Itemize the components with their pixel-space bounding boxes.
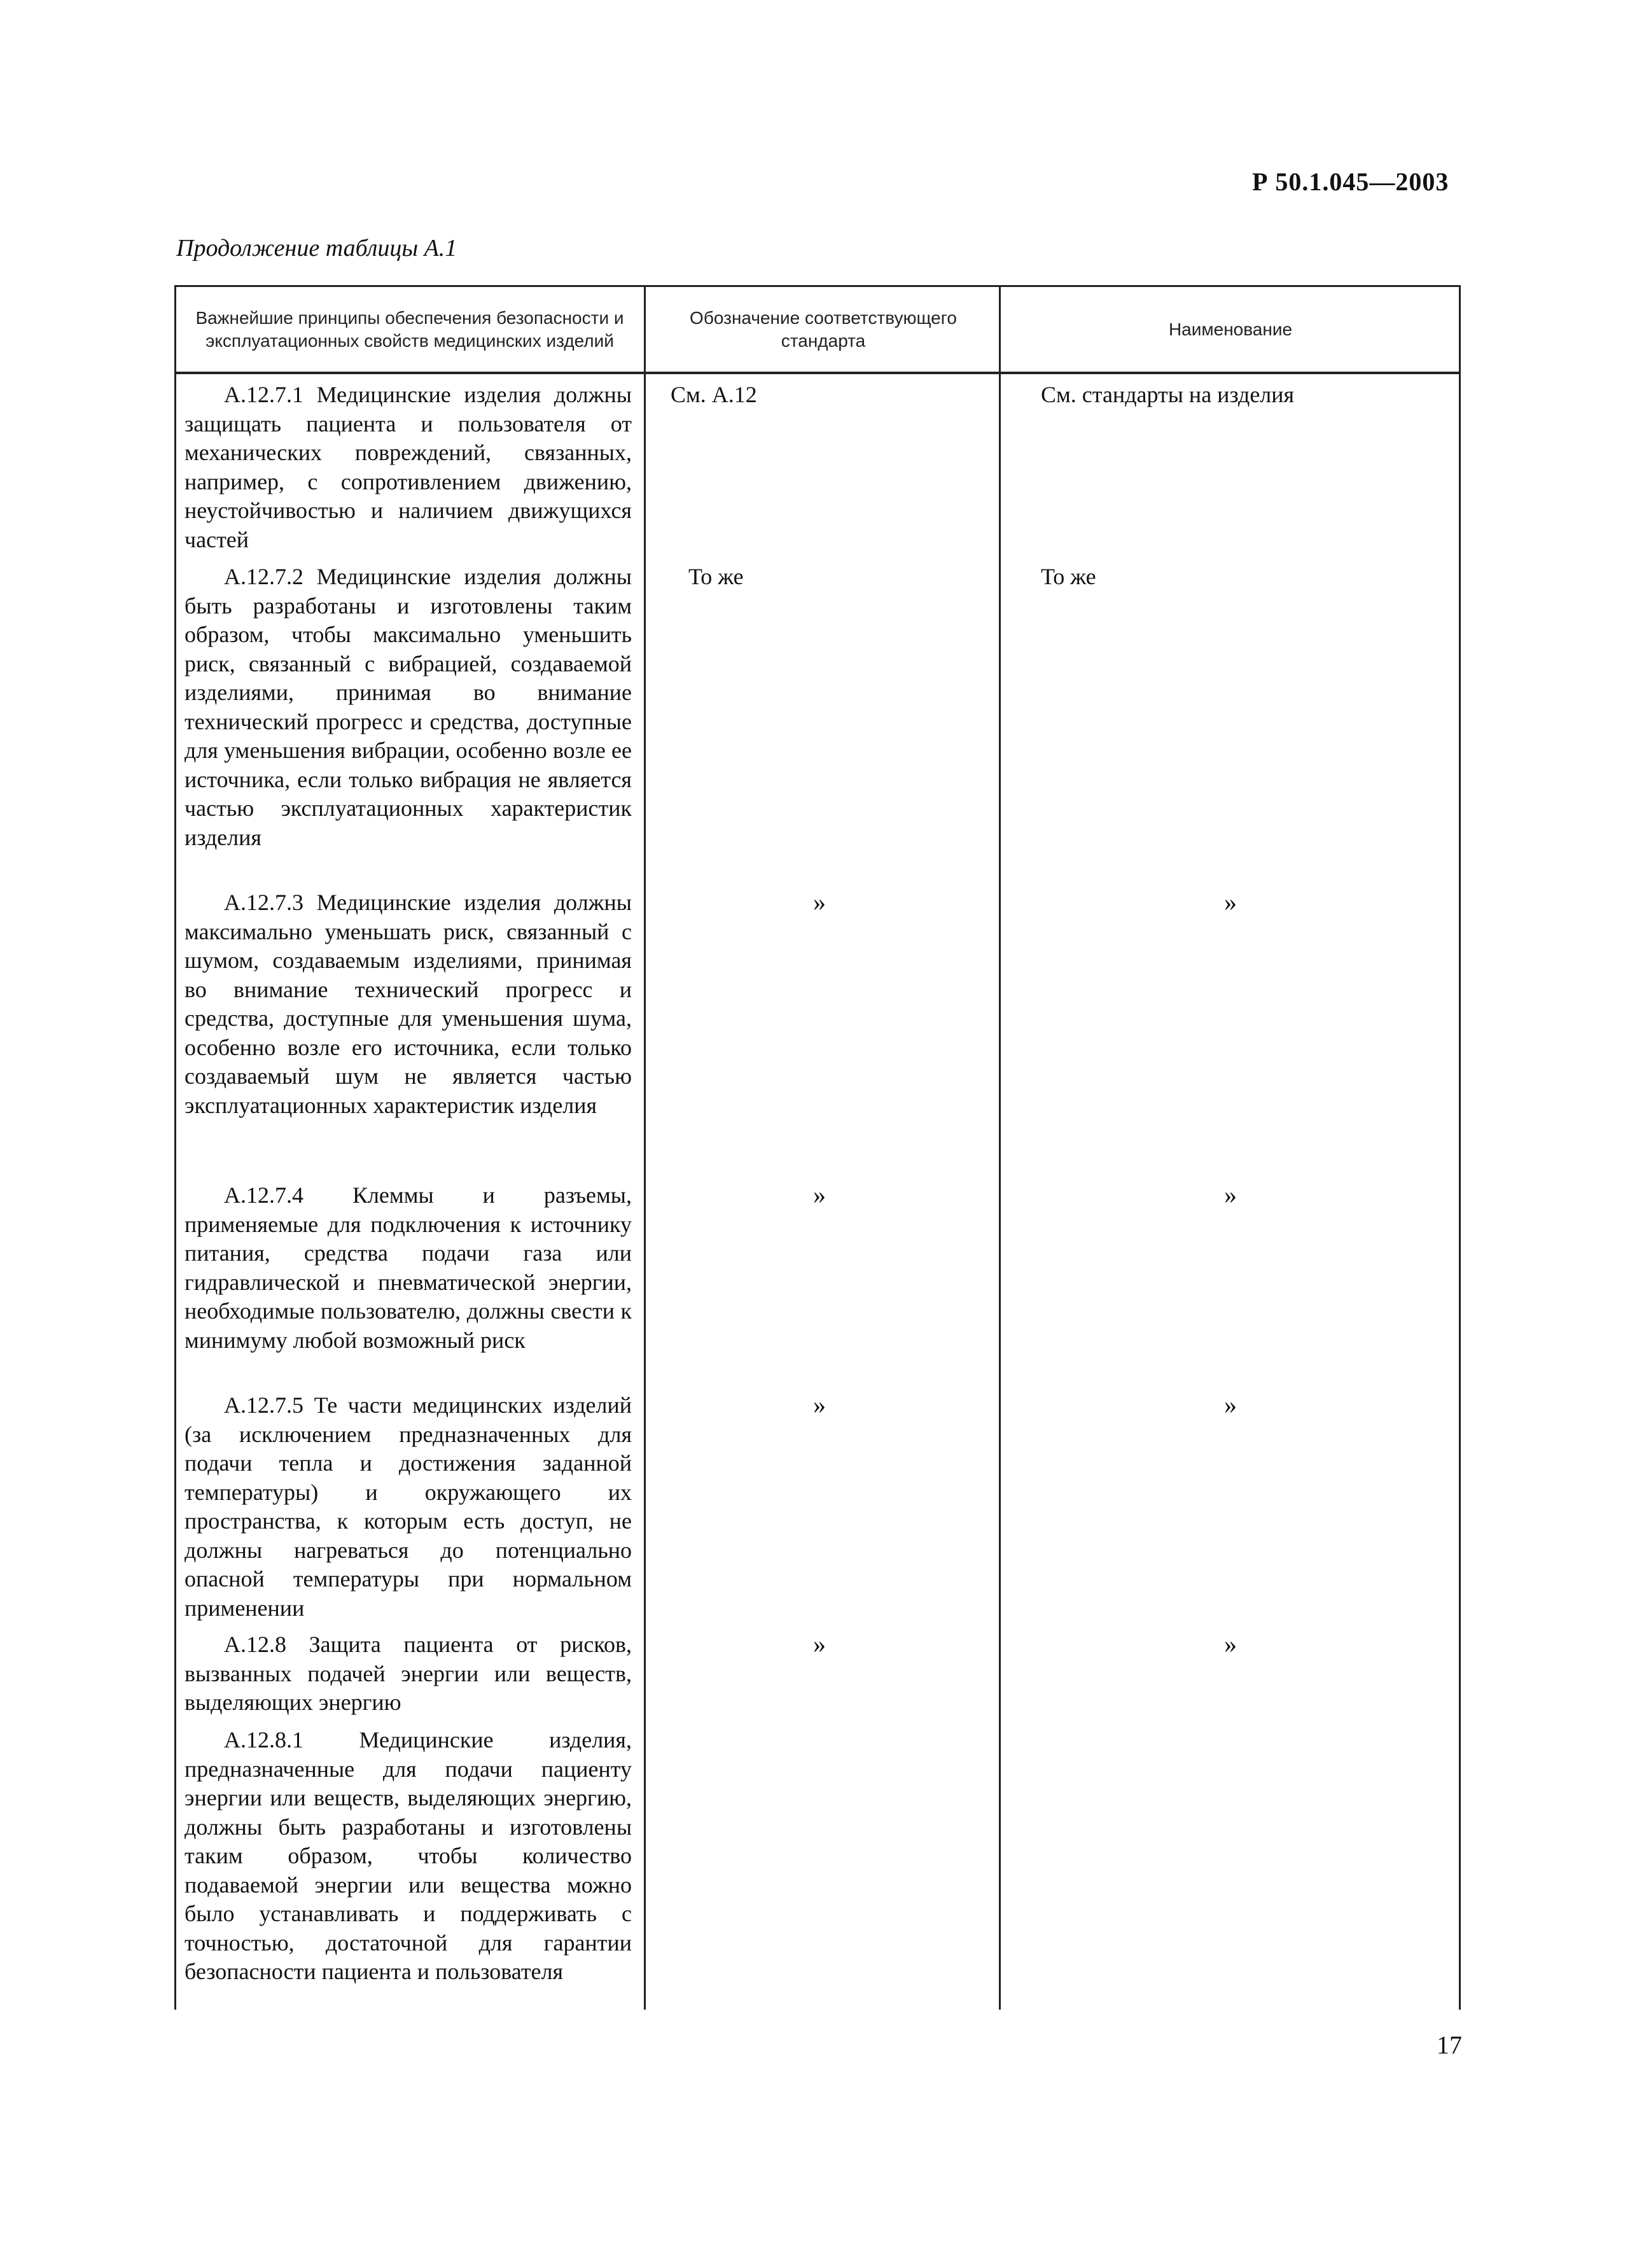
name-cell: То же <box>1041 564 1096 589</box>
header-designation: Обозначение соответствующего стандарта <box>690 308 957 351</box>
table-caption: Продолжение таблицы А.1 <box>176 235 457 262</box>
table-row <box>185 381 632 554</box>
principle-text: А.12.7.2 Медицинские изделия должны быть разработаны и изготовлены таким образом, чтобы максимально уменьшить риск, связанный с вибрацией, создаваемой изделиями, принимая во внимание технический прогресс и средства, доступные для уменьшения вибрации, особенно возле ее источника, если только вибрация не является частью эксплуатационных характеристик изделия <box>185 564 632 850</box>
ditto-mark: » <box>813 888 826 916</box>
ditto-mark: » <box>813 1390 826 1419</box>
ditto-mark: » <box>813 1180 826 1209</box>
table-header-border <box>174 372 1461 374</box>
ditto-mark: » <box>1224 888 1237 916</box>
table-row <box>185 563 632 852</box>
column-divider-1 <box>644 285 646 2010</box>
header-principles: Важнейшие принципы обеспечения безопасности и эксплуатационных свойств медицинских изделий <box>195 308 624 351</box>
designation-cell: То же <box>688 564 744 589</box>
principle-text: А.12.7.5 Те части медицинских изделий (за исключением предназначенных для подачи тепла и достижения заданной температуры) и окружающего их пространства, к которым есть доступ, не должны нагреваться до потенциально опасной температуры при нормальном применении <box>185 1392 632 1621</box>
principle-text: А.12.8.1 Медицинские изделия, предназначенные для подачи пациенту энергии или веществ, выделяющих энергию, должны быть разработаны и изготовлены таким образом, чтобы количество подаваемой энергии или вещества можно было устанавливать и поддерживать с точностью, достаточной для гарантии безопасности пациента и пользователя <box>185 1727 632 1984</box>
principle-text: А.12.7.4 Клеммы и разъемы, применяемые для подключения к источнику питания, средства подачи газа или гидравлической и пневматической энергии, необходимые пользователю, должны свести к минимуму любой возможный риск <box>185 1182 632 1353</box>
page-number: 17 <box>1437 2031 1462 2059</box>
principle-text: А.12.7.1 Медицинские изделия должны защищать пациента и пользователя от механических повреждений, связанных, например, с сопротивлением движению, неустойчивостью и наличием движущихся частей <box>185 382 632 552</box>
table-row <box>185 888 632 1120</box>
principle-text: А.12.7.3 Медицинские изделия должны максимально уменьшать риск, связанный с шумом, создаваемым изделиями, принимая во внимание технический прогресс и средства, доступные для уменьшения шума, особенно возле его источника, если только создаваемый шум не является частью эксплуатационных характеристик изделия <box>185 890 632 1118</box>
header-name: Наименование <box>1168 319 1293 339</box>
table-top-border <box>174 285 1461 287</box>
ditto-mark: » <box>1224 1180 1237 1209</box>
ditto-mark: » <box>813 1630 826 1658</box>
table-row <box>185 1181 632 1355</box>
document-code: Р 50.1.045—2003 <box>1252 167 1449 196</box>
table-row <box>185 1726 632 1987</box>
ditto-mark: » <box>1224 1630 1237 1658</box>
column-divider-2 <box>999 285 1001 2010</box>
table-row <box>185 1630 632 1718</box>
table-right-border <box>1459 285 1461 2010</box>
ditto-mark: » <box>1224 1390 1237 1419</box>
designation-cell: См. А.12 <box>671 382 757 407</box>
name-cell: См. стандарты на изделия <box>1041 382 1295 407</box>
table-row <box>185 1391 632 1623</box>
table-left-border <box>174 285 176 2010</box>
principle-text: А.12.8 Защита пациента от рисков, вызванных подачей энергии или веществ, выделяющих энергию <box>185 1632 632 1715</box>
